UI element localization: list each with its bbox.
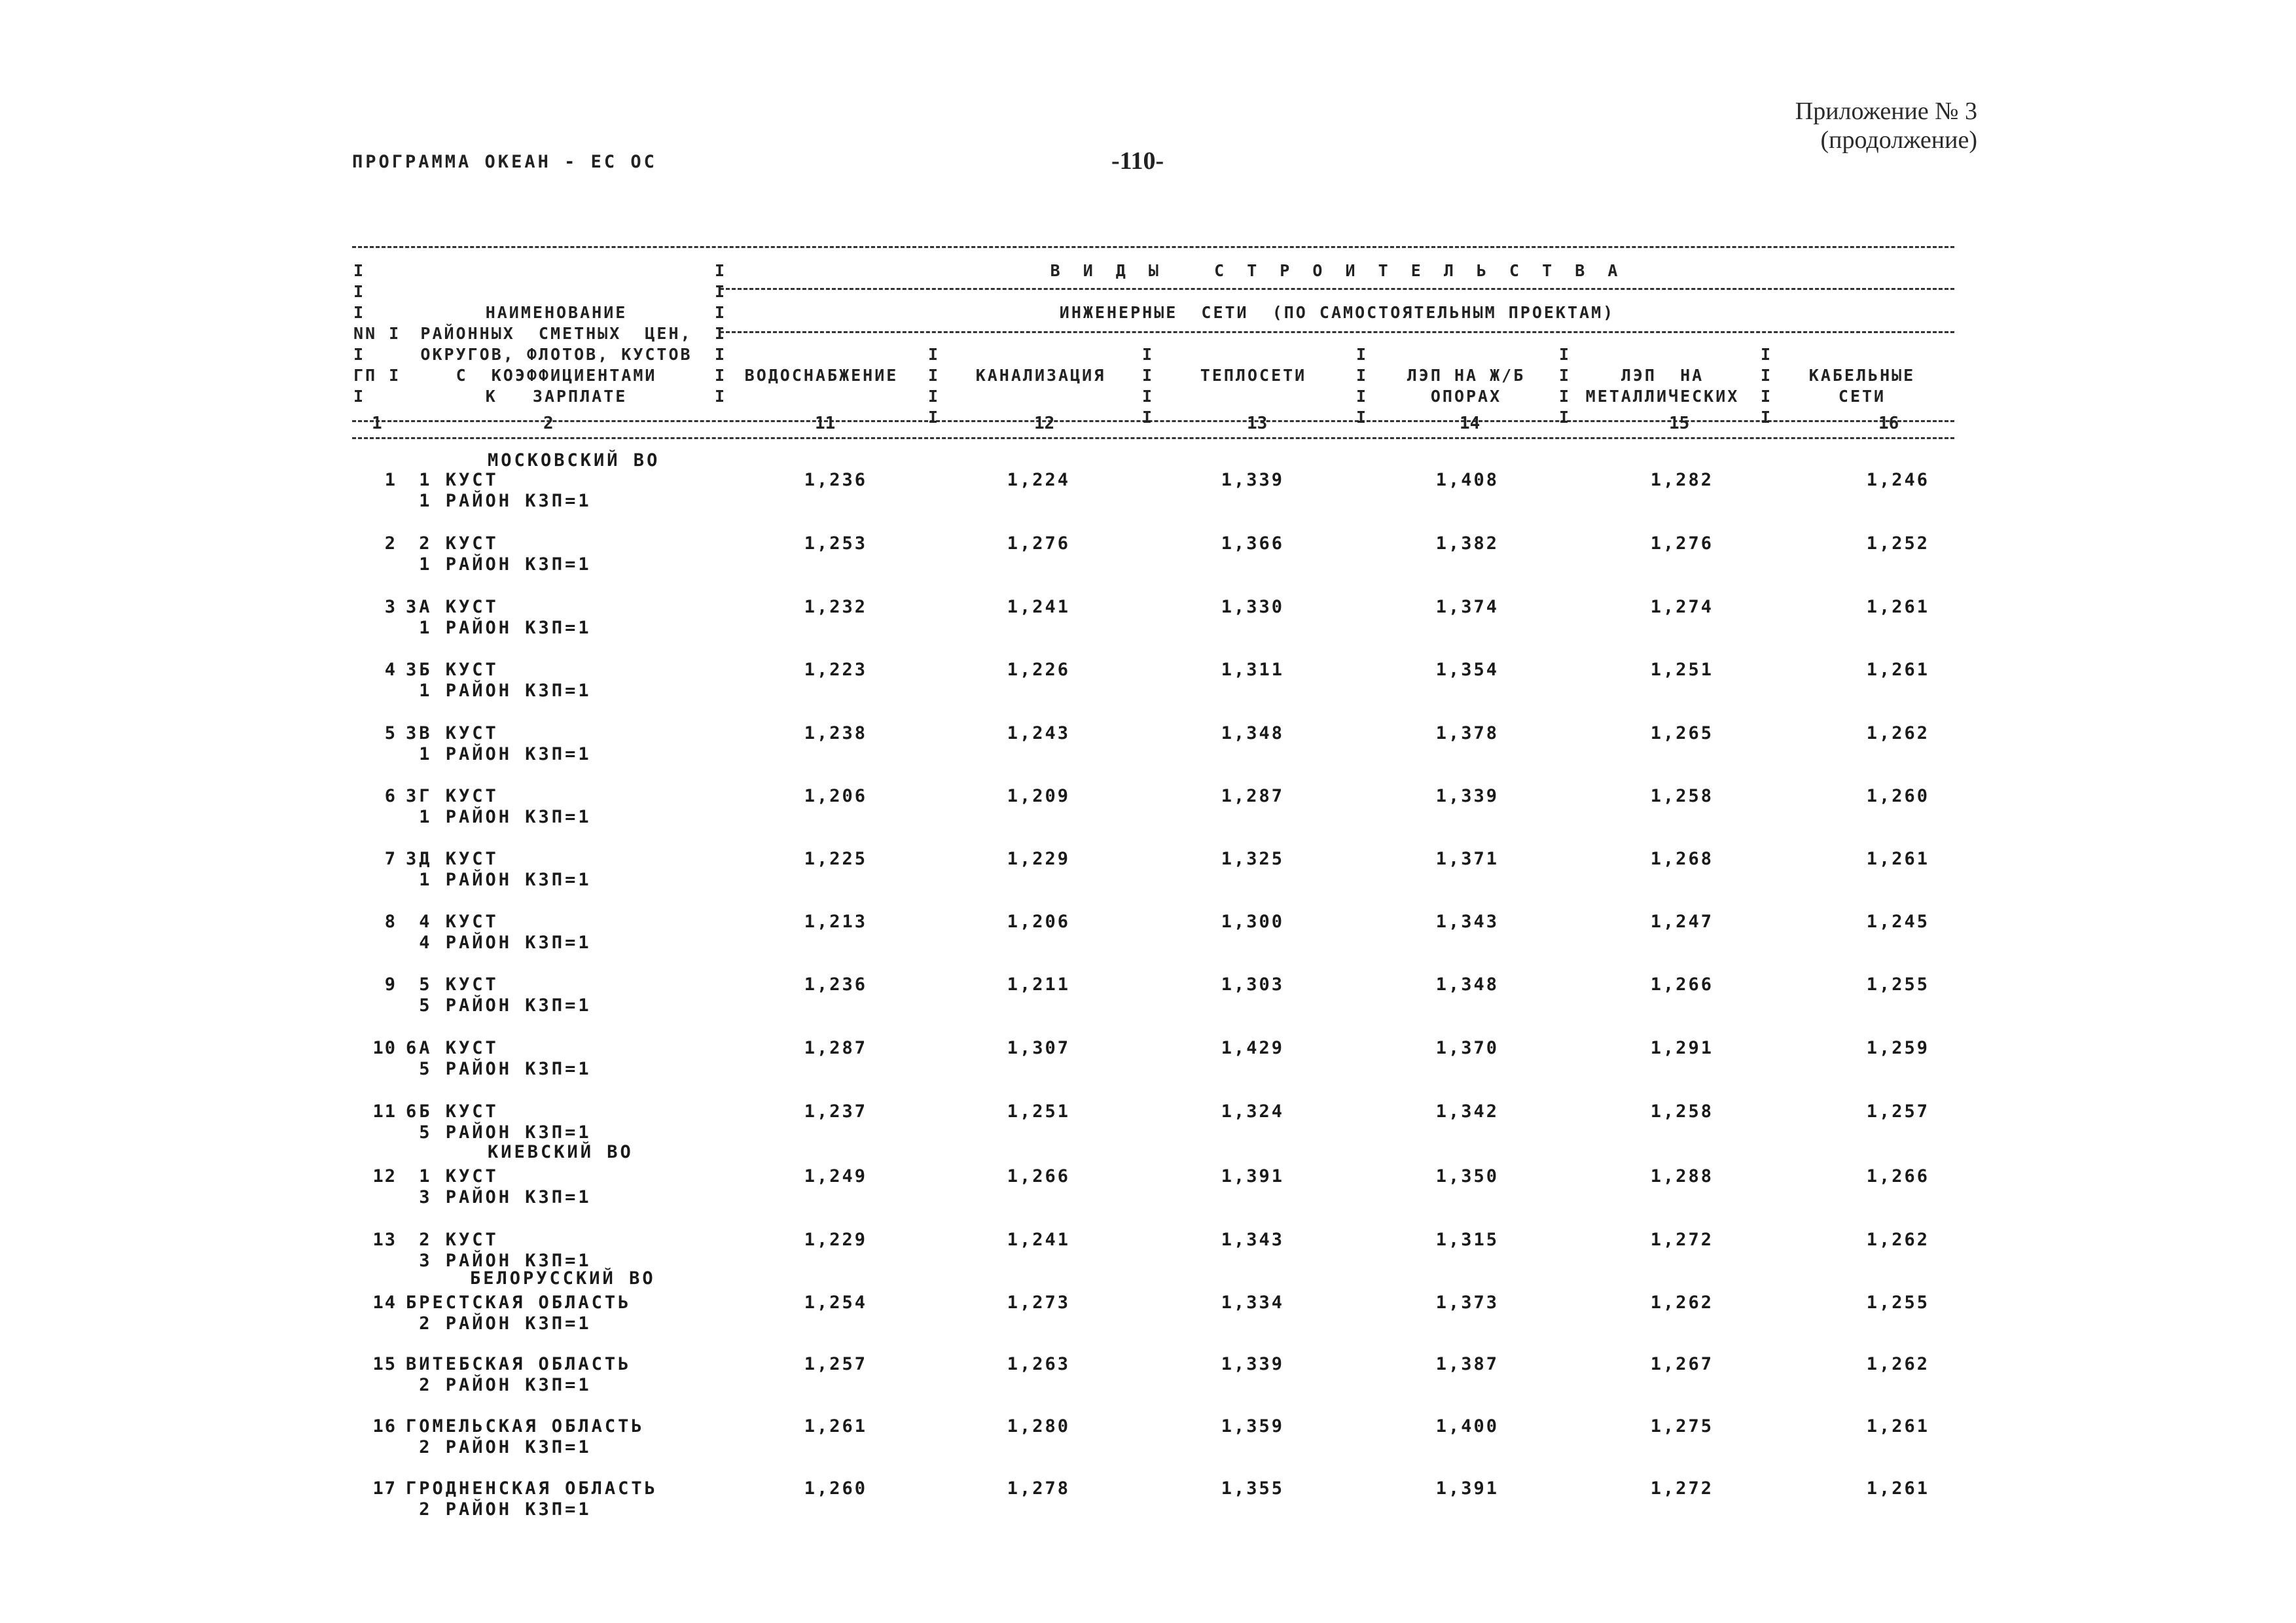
- water-value: 1,287: [804, 1038, 867, 1058]
- row-district: 5 РАЙОН КЗП=1: [406, 995, 592, 1016]
- cable-value: 1,261: [1866, 1416, 1929, 1436]
- water-value: 1,249: [804, 1166, 867, 1186]
- table-row: [0, 786, 2296, 849]
- row-name: 3В КУСТ: [406, 723, 499, 743]
- row-number: 8: [384, 912, 397, 932]
- power-metal-value: 1,258: [1650, 1101, 1713, 1122]
- row-number: 10: [372, 1038, 397, 1058]
- sewer-value: 1,278: [1007, 1478, 1070, 1499]
- water-value: 1,206: [804, 786, 867, 806]
- row-number: 1: [384, 470, 397, 490]
- power-concrete-value: 1,408: [1435, 470, 1499, 490]
- power-metal-value: 1,258: [1650, 786, 1713, 806]
- col-divider: I I I I: [1142, 345, 1153, 427]
- power-concrete-value: 1,371: [1435, 849, 1499, 869]
- heating-value: 1,339: [1221, 470, 1284, 490]
- row-district: 2 РАЙОН КЗП=1: [406, 1313, 592, 1334]
- water-value: 1,229: [804, 1230, 867, 1250]
- heating-value: 1,325: [1221, 849, 1284, 869]
- row-district: 1 РАЙОН КЗП=1: [406, 744, 592, 764]
- water-value: 1,253: [804, 533, 867, 554]
- row-name: 4 КУСТ: [406, 912, 499, 932]
- water-value: 1,213: [804, 912, 867, 932]
- sewer-value: 1,263: [1007, 1354, 1070, 1374]
- row-number: 3: [384, 597, 397, 617]
- col-header-sewer: КАНАЛИЗАЦИЯ: [975, 366, 1106, 385]
- row-district: 1 РАЙОН КЗП=1: [406, 618, 592, 638]
- power-metal-value: 1,288: [1650, 1166, 1713, 1186]
- sewer-value: 1,251: [1007, 1101, 1070, 1122]
- col-header-water: ВОДОСНАБЖЕНИЕ: [744, 366, 899, 385]
- appendix-continuation: (продолжение): [1820, 126, 1977, 154]
- power-concrete-value: 1,370: [1435, 1038, 1499, 1058]
- region-heading: КИЕВСКИЙ ВО: [488, 1142, 634, 1162]
- power-metal-value: 1,274: [1650, 597, 1713, 617]
- table-row: [0, 974, 2296, 1037]
- table-row: [0, 597, 2296, 660]
- heating-value: 1,429: [1221, 1038, 1284, 1058]
- row-number: 5: [384, 723, 397, 743]
- water-value: 1,225: [804, 849, 867, 869]
- row-name: 3А КУСТ: [406, 597, 499, 617]
- page-number: -110-: [1111, 147, 1164, 175]
- row-name: 6А КУСТ: [406, 1038, 499, 1058]
- power-metal-value: 1,247: [1650, 912, 1713, 932]
- power-concrete-value: 1,343: [1435, 912, 1499, 932]
- cable-value: 1,246: [1866, 470, 1929, 490]
- heating-value: 1,324: [1221, 1101, 1284, 1122]
- cable-value: 1,262: [1866, 1354, 1929, 1374]
- col-number: 14: [1460, 414, 1480, 433]
- heating-value: 1,343: [1221, 1230, 1284, 1250]
- power-concrete-value: 1,374: [1435, 597, 1499, 617]
- heating-value: 1,348: [1221, 723, 1284, 743]
- row-district: 3 РАЙОН КЗП=1: [406, 1251, 592, 1271]
- power-concrete-value: 1,400: [1435, 1416, 1499, 1436]
- heating-value: 1,391: [1221, 1166, 1284, 1186]
- sewer-value: 1,266: [1007, 1166, 1070, 1186]
- power-metal-value: 1,266: [1650, 974, 1713, 995]
- water-value: 1,257: [804, 1354, 867, 1374]
- row-district: 4 РАЙОН КЗП=1: [406, 933, 592, 953]
- table-row: [0, 912, 2296, 974]
- row-district: 1 РАЙОН КЗП=1: [406, 491, 592, 511]
- water-value: 1,260: [804, 1478, 867, 1499]
- row-name: ГРОДНЕНСКАЯ ОБЛАСТЬ: [406, 1478, 658, 1499]
- group-rule: [720, 288, 1954, 290]
- row-name: БРЕСТСКАЯ ОБЛАСТЬ: [406, 1293, 632, 1313]
- row-name: 3Б КУСТ: [406, 660, 499, 680]
- row-name: 3Д КУСТ: [406, 849, 499, 869]
- heating-value: 1,311: [1221, 660, 1284, 680]
- name-column-header: НАИМЕНОВАНИЕ РАЙОННЫХ СМЕТНЫХ ЦЕН, ОКРУГОВ, ФЛОТОВ, КУСТОВ С КОЭФФИЦИЕНТАМИ К ЗАРПЛАТЕ: [420, 303, 692, 406]
- heating-value: 1,366: [1221, 533, 1284, 554]
- row-name: 1 КУСТ: [406, 470, 499, 490]
- sewer-value: 1,226: [1007, 660, 1070, 680]
- power-metal-value: 1,276: [1650, 533, 1713, 554]
- col-number: 13: [1247, 414, 1268, 433]
- power-metal-value: 1,262: [1650, 1293, 1713, 1313]
- row-district: 3 РАЙОН КЗП=1: [406, 1187, 592, 1207]
- row-number: 13: [372, 1230, 397, 1250]
- heating-value: 1,300: [1221, 912, 1284, 932]
- heating-value: 1,303: [1221, 974, 1284, 995]
- col-divider: I I I I: [1356, 345, 1367, 427]
- col-divider: I I I I: [1761, 345, 1771, 427]
- power-metal-value: 1,272: [1650, 1230, 1713, 1250]
- cable-value: 1,261: [1866, 660, 1929, 680]
- sewer-value: 1,307: [1007, 1038, 1070, 1058]
- water-value: 1,232: [804, 597, 867, 617]
- row-district: 2 РАЙОН КЗП=1: [406, 1437, 592, 1457]
- row-number: 6: [384, 786, 397, 806]
- sewer-value: 1,241: [1007, 597, 1070, 617]
- cable-value: 1,260: [1866, 786, 1929, 806]
- water-value: 1,237: [804, 1101, 867, 1122]
- power-metal-value: 1,268: [1650, 849, 1713, 869]
- row-district: 1 РАЙОН КЗП=1: [406, 870, 592, 890]
- table-row: [0, 533, 2296, 596]
- row-number: 11: [372, 1101, 397, 1122]
- col-divider: I I I I: [928, 345, 939, 427]
- sewer-value: 1,206: [1007, 912, 1070, 932]
- cable-value: 1,261: [1866, 849, 1929, 869]
- power-concrete-value: 1,339: [1435, 786, 1499, 806]
- cable-value: 1,255: [1866, 1293, 1929, 1313]
- cable-value: 1,252: [1866, 533, 1929, 554]
- row-name: ГОМЕЛЬСКАЯ ОБЛАСТЬ: [406, 1416, 645, 1436]
- heating-value: 1,339: [1221, 1354, 1284, 1374]
- table-row: [0, 660, 2296, 722]
- row-name: 6Б КУСТ: [406, 1101, 499, 1122]
- region-heading: МОСКОВСКИЙ ВО: [488, 450, 660, 471]
- row-number: 16: [372, 1416, 397, 1436]
- water-value: 1,238: [804, 723, 867, 743]
- top-rule: [352, 246, 1954, 248]
- name-column-divider: I I I I I I I: [715, 261, 725, 406]
- table-row: [0, 1293, 2296, 1355]
- table-row: [0, 1038, 2296, 1101]
- col-header-cable: КАБЕЛЬНЫЕ СЕТИ: [1808, 366, 1916, 406]
- power-metal-value: 1,267: [1650, 1354, 1713, 1374]
- row-number: 9: [384, 974, 397, 995]
- group-title: В И Д Ы С Т Р О И Т Е Л Ь С Т В А: [1050, 261, 1624, 280]
- col-number: 11: [815, 414, 836, 433]
- region-heading: БЕЛОРУССКИЙ ВО: [470, 1268, 656, 1289]
- power-metal-value: 1,275: [1650, 1416, 1713, 1436]
- row-number: 4: [384, 660, 397, 680]
- subgroup-title: ИНЖЕНЕРНЫЕ СЕТИ (ПО САМОСТОЯТЕЛЬНЫМ ПРОЕКТАМ): [1059, 303, 1615, 322]
- subgroup-rule: [720, 331, 1954, 333]
- sewer-value: 1,273: [1007, 1293, 1070, 1313]
- row-name: 5 КУСТ: [406, 974, 499, 995]
- sewer-value: 1,209: [1007, 786, 1070, 806]
- cable-value: 1,262: [1866, 1230, 1929, 1250]
- cable-value: 1,245: [1866, 912, 1929, 932]
- row-district: 1 РАЙОН КЗП=1: [406, 681, 592, 701]
- row-district: 2 РАЙОН КЗП=1: [406, 1375, 592, 1395]
- cable-value: 1,266: [1866, 1166, 1929, 1186]
- appendix-note: [1795, 97, 1977, 154]
- row-number: 17: [372, 1478, 397, 1499]
- col-header-heating: ТЕПЛОСЕТИ: [1200, 366, 1307, 385]
- row-district: 1 РАЙОН КЗП=1: [406, 554, 592, 575]
- row-name: ВИТЕБСКАЯ ОБЛАСТЬ: [406, 1354, 632, 1374]
- program-title: ПРОГРАММА ОКЕАН - ЕС ОС: [352, 152, 657, 172]
- sewer-value: 1,224: [1007, 470, 1070, 490]
- row-number: 14: [372, 1293, 397, 1313]
- col-number: 1: [372, 414, 382, 433]
- colnum-rule-bottom: [352, 437, 1954, 439]
- row-name: 3Г КУСТ: [406, 786, 499, 806]
- table-row: [0, 470, 2296, 533]
- heating-value: 1,330: [1221, 597, 1284, 617]
- col-divider: I I I I: [1559, 345, 1570, 427]
- cable-value: 1,262: [1866, 723, 1929, 743]
- table-row: [0, 1101, 2296, 1164]
- row-number: 15: [372, 1354, 397, 1374]
- table-row: [0, 1416, 2296, 1479]
- row-district: 1 РАЙОН КЗП=1: [406, 807, 592, 827]
- col-header-power-metal: ЛЭП НА МЕТАЛЛИЧЕСКИХ: [1585, 366, 1740, 406]
- power-concrete-value: 1,354: [1435, 660, 1499, 680]
- colnum-rule-top: [352, 420, 1954, 422]
- cable-value: 1,255: [1866, 974, 1929, 995]
- power-concrete-value: 1,348: [1435, 974, 1499, 995]
- table-row: [0, 723, 2296, 786]
- num-column-header: I I I NN I I ГП I I: [353, 261, 401, 406]
- table-row: [0, 1230, 2296, 1293]
- row-district: 2 РАЙОН КЗП=1: [406, 1499, 592, 1520]
- col-number: 12: [1034, 414, 1055, 433]
- sewer-value: 1,280: [1007, 1416, 1070, 1436]
- power-metal-value: 1,282: [1650, 470, 1713, 490]
- sewer-value: 1,241: [1007, 1230, 1070, 1250]
- power-concrete-value: 1,378: [1435, 723, 1499, 743]
- power-concrete-value: 1,373: [1435, 1293, 1499, 1313]
- row-district: 5 РАЙОН КЗП=1: [406, 1122, 592, 1143]
- cable-value: 1,257: [1866, 1101, 1929, 1122]
- row-name: 2 КУСТ: [406, 533, 499, 554]
- col-number: 2: [543, 414, 554, 433]
- row-name: 1 КУСТ: [406, 1166, 499, 1186]
- row-name: 2 КУСТ: [406, 1230, 499, 1250]
- row-number: 7: [384, 849, 397, 869]
- water-value: 1,261: [804, 1416, 867, 1436]
- power-metal-value: 1,265: [1650, 723, 1713, 743]
- cable-value: 1,261: [1866, 1478, 1929, 1499]
- water-value: 1,236: [804, 470, 867, 490]
- power-metal-value: 1,251: [1650, 660, 1713, 680]
- heating-value: 1,359: [1221, 1416, 1284, 1436]
- water-value: 1,254: [804, 1293, 867, 1313]
- power-metal-value: 1,272: [1650, 1478, 1713, 1499]
- appendix-number: Приложение № 3: [1795, 98, 1977, 125]
- table-row: [0, 849, 2296, 912]
- table-row: [0, 1478, 2296, 1541]
- sewer-value: 1,243: [1007, 723, 1070, 743]
- power-concrete-value: 1,391: [1435, 1478, 1499, 1499]
- heating-value: 1,334: [1221, 1293, 1284, 1313]
- power-concrete-value: 1,342: [1435, 1101, 1499, 1122]
- table-row: [0, 1354, 2296, 1417]
- cable-value: 1,261: [1866, 597, 1929, 617]
- power-concrete-value: 1,315: [1435, 1230, 1499, 1250]
- row-number: 12: [372, 1166, 397, 1186]
- sewer-value: 1,211: [1007, 974, 1070, 995]
- col-number: 15: [1669, 414, 1690, 433]
- power-concrete-value: 1,350: [1435, 1166, 1499, 1186]
- col-header-power-concrete: ЛЭП НА Ж/Б ОПОРАХ: [1407, 366, 1526, 406]
- power-metal-value: 1,291: [1650, 1038, 1713, 1058]
- water-value: 1,223: [804, 660, 867, 680]
- heating-value: 1,355: [1221, 1478, 1284, 1499]
- cable-value: 1,259: [1866, 1038, 1929, 1058]
- col-number: 16: [1878, 414, 1899, 433]
- table-row: [0, 1166, 2296, 1229]
- power-concrete-value: 1,387: [1435, 1354, 1499, 1374]
- row-number: 2: [384, 533, 397, 554]
- heating-value: 1,287: [1221, 786, 1284, 806]
- water-value: 1,236: [804, 974, 867, 995]
- row-district: 5 РАЙОН КЗП=1: [406, 1059, 592, 1079]
- sewer-value: 1,276: [1007, 533, 1070, 554]
- power-concrete-value: 1,382: [1435, 533, 1499, 554]
- sewer-value: 1,229: [1007, 849, 1070, 869]
